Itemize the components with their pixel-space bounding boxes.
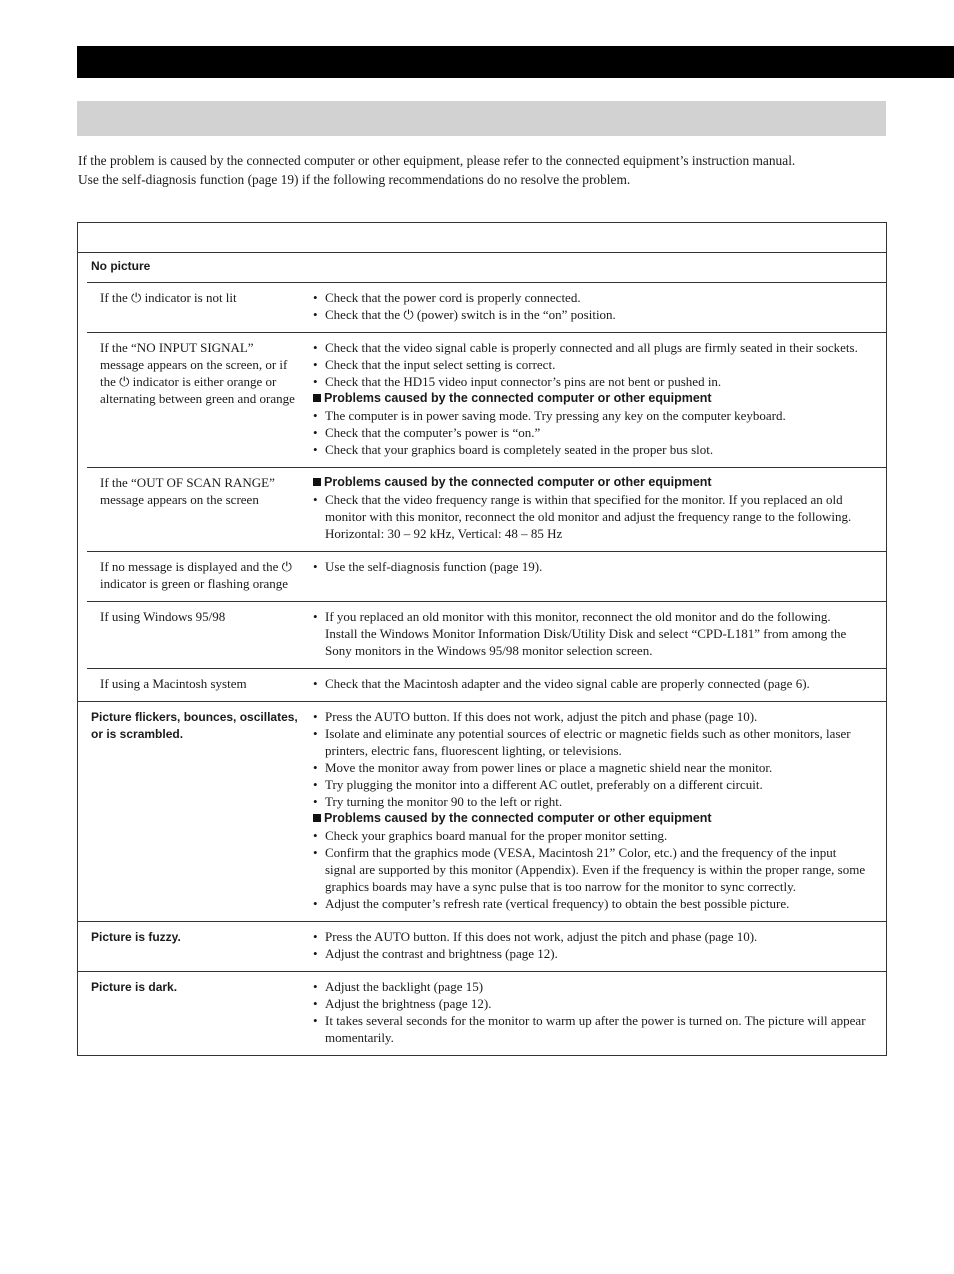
- table-header-row: [78, 223, 887, 253]
- table-row: [78, 468, 887, 552]
- solution-list: [313, 978, 866, 1046]
- solution-list: [313, 407, 866, 458]
- solution-list: [313, 675, 866, 692]
- solution-list: [313, 558, 866, 575]
- solution-item: • Check your graphics board manual for the proper monitor setting.: [313, 827, 866, 844]
- problem-label: Picture flickers, bounces, oscillates, or is scrambled.: [91, 710, 298, 741]
- solution-cell: [305, 468, 887, 552]
- condition-cell: If the “OUT OF SCAN RANGE” message appears on the screen: [87, 468, 305, 552]
- solution-item: • Try plugging the monitor into a different AC outlet, preferably on a different circuit.: [313, 776, 866, 793]
- solution-item: • Isolate and eliminate any potential sources of electric or magnetic fields such as other monitors, laser printers, electric fans, fluorescent lighting, or televisions.: [313, 725, 866, 759]
- solution-cell: [305, 602, 887, 669]
- subheading: [313, 390, 866, 407]
- solution-item: • Check that the Macintosh adapter and the video signal cable are properly connected (page 6).: [313, 675, 866, 692]
- solution-list: [313, 827, 866, 912]
- condition-cell: If no message is displayed and the ⏻ indicator is green or flashing orange: [87, 552, 305, 602]
- solution-item: • Try turning the monitor 90 to the left or right.: [313, 793, 866, 810]
- solution-cell: [305, 702, 887, 922]
- solution-item: • Check that the HD15 video input connector’s pins are not bent or pushed in.: [313, 373, 866, 390]
- solution-item: • Check that the video frequency range is within that specified for the monitor. If you replaced an old monitor with this monitor, reconnect the old monitor and adjust the frequency range to the following.: [313, 491, 866, 525]
- table-row: [78, 283, 887, 333]
- table-row: [78, 333, 887, 468]
- solution-item: • Check that the input select setting is correct.: [313, 356, 866, 373]
- no-picture-category-row: [78, 253, 887, 283]
- solution-item: • Use the self-diagnosis function (page 19).: [313, 558, 866, 575]
- solution-list: [313, 289, 866, 323]
- troubleshooting-table: [77, 222, 887, 1056]
- solution-item: • Adjust the contrast and brightness (page 12).: [313, 945, 866, 962]
- solution-list: [313, 708, 866, 810]
- solution-item: • Check that the computer’s power is “on.”: [313, 424, 866, 441]
- condition-cell: If using Windows 95/98: [87, 602, 305, 669]
- subheading-text: Problems caused by the connected computer or other equipment: [324, 391, 712, 405]
- square-bullet-icon: [313, 478, 321, 486]
- problem-label: Picture is fuzzy.: [91, 930, 181, 944]
- subheading-text: Problems caused by the connected computer or other equipment: [324, 475, 712, 489]
- solution-cell: [305, 669, 887, 702]
- table-row: [78, 602, 887, 669]
- solution-cell: [305, 552, 887, 602]
- subheading-text: Problems caused by the connected computer or other equipment: [324, 811, 712, 825]
- solution-note: Horizontal: 30 – 92 kHz, Vertical: 48 – 85 Hz: [325, 526, 563, 541]
- row-indent: [78, 669, 88, 702]
- row-indent: [78, 333, 88, 468]
- table-row: [78, 702, 887, 922]
- solution-item: • Press the AUTO button. If this does not work, adjust the pitch and phase (page 10).: [313, 928, 866, 945]
- intro-text: [78, 151, 890, 189]
- solution-item: • It takes several seconds for the monitor to warm up after the power is turned on. The picture will appear momentarily.: [313, 1012, 866, 1046]
- solution-item: • Adjust the computer’s refresh rate (vertical frequency) to obtain the best possible picture.: [313, 895, 866, 912]
- problem-cell: [78, 922, 306, 972]
- subheading: [313, 474, 866, 491]
- solution-list: [313, 928, 866, 962]
- table-row: [78, 552, 887, 602]
- solution-list: [313, 608, 866, 659]
- row-indent: [78, 468, 88, 552]
- problem-cell: [78, 702, 306, 922]
- problem-cell: [78, 972, 306, 1056]
- solution-list: [313, 491, 866, 525]
- solution-item: • Adjust the backlight (page 15): [313, 978, 866, 995]
- condition-cell: If the ⏻ indicator is not lit: [87, 283, 305, 333]
- solution-item: • The computer is in power saving mode. Try pressing any key on the computer keyboard.: [313, 407, 866, 424]
- square-bullet-icon: [313, 394, 321, 402]
- solution-list: [313, 339, 866, 390]
- intro-line-2: Use the self-diagnosis function (page 19) if the following recommendations do no resolve the problem.: [78, 172, 631, 187]
- table-row: [78, 922, 887, 972]
- row-indent: [78, 283, 88, 333]
- solution-item: • Check that the power cord is properly connected.: [313, 289, 866, 306]
- solution-item: • If you replaced an old monitor with this monitor, reconnect the old monitor and do the following. Install the Windows Monitor Information Disk/Utility Disk and select “CPD-L181” from among the Sony monitors in the Windows 95/98 monitor selection screen.: [313, 608, 866, 659]
- solution-cell: [305, 333, 887, 468]
- solution-item: • Confirm that the graphics mode (VESA, Macintosh 21” Color, etc.) and the frequency of the input signal are supported by this monitor (Appendix). Even if the frequency is within the proper range, some graphics boards may have a sync pulse that is too narrow for the monitor to sync correctly.: [313, 844, 866, 895]
- solution-item: • Press the AUTO button. If this does not work, adjust the pitch and phase (page 10).: [313, 708, 866, 725]
- header-bar: [77, 46, 954, 78]
- solution-item: • Move the monitor away from power lines or place a magnetic shield near the monitor.: [313, 759, 866, 776]
- subheading: [313, 810, 866, 827]
- condition-cell: If the “NO INPUT SIGNAL” message appears on the screen, or if the ⏻ indicator is either orange or alternating between green and orange: [87, 333, 305, 468]
- solution-cell: [305, 972, 887, 1056]
- solution-item: • Check that your graphics board is completely seated in the proper bus slot.: [313, 441, 866, 458]
- solution-item: • Adjust the brightness (page 12).: [313, 995, 866, 1012]
- solution-item: • Check that the ⏻ (power) switch is in the “on” position.: [313, 306, 866, 323]
- solution-cell: [305, 922, 887, 972]
- row-indent: [78, 602, 88, 669]
- problem-label: Picture is dark.: [91, 980, 178, 994]
- square-bullet-icon: [313, 814, 321, 822]
- section-title-bar: [77, 101, 886, 136]
- solution-item: • Check that the video signal cable is properly connected and all plugs are firmly seated in their sockets.: [313, 339, 866, 356]
- condition-cell: If using a Macintosh system: [87, 669, 305, 702]
- row-indent: [78, 552, 88, 602]
- table-row: [78, 972, 887, 1056]
- no-picture-label: No picture: [91, 259, 151, 273]
- table-row: [78, 669, 887, 702]
- intro-line-1: If the problem is caused by the connected computer or other equipment, please refer to the connected equipment’s instruction manual.: [78, 153, 796, 168]
- solution-cell: [305, 283, 887, 333]
